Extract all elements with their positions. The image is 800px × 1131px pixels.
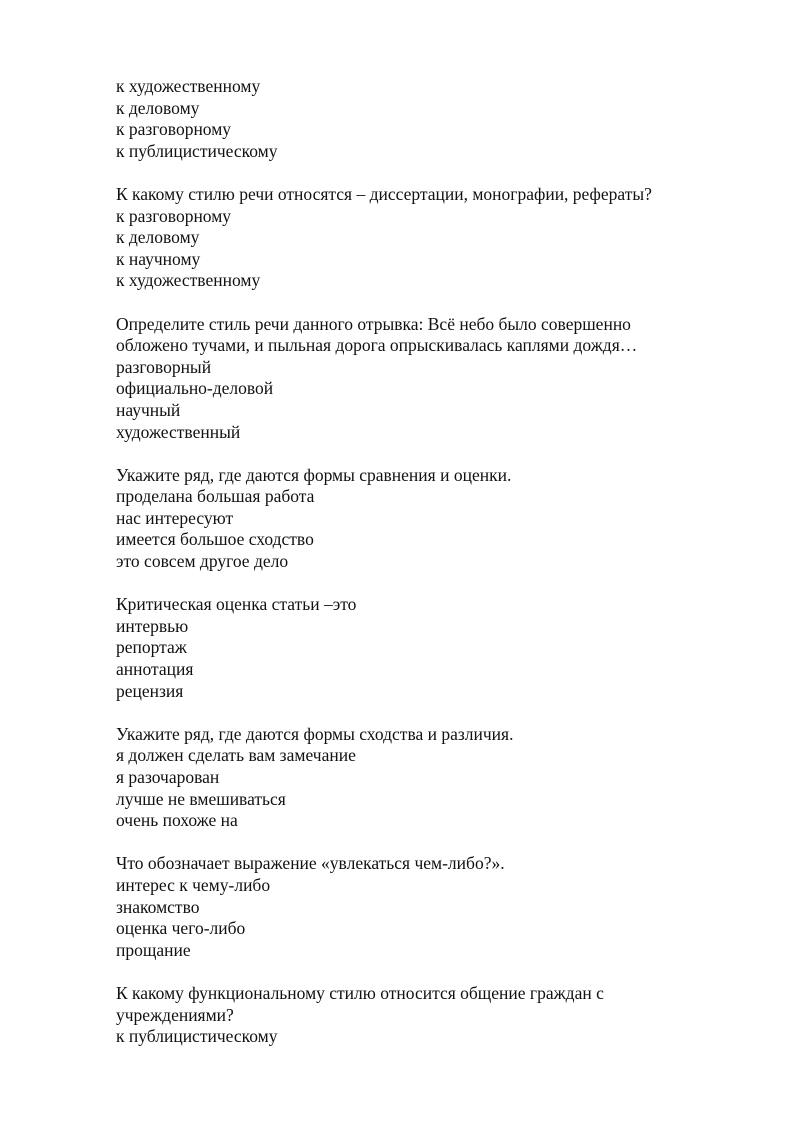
answer-option: к разговорному: [116, 205, 232, 226]
question-text-continuation: обложено тучами, и пыльная дорога опрыскивалась каплями дождя…: [116, 335, 638, 356]
answer-option: я разочарован: [116, 767, 220, 787]
answer-option: к художественному: [116, 270, 261, 291]
question-block: [116, 853, 716, 961]
question-text: Определите стиль речи данного отрывка: Всё небо было совершенно: [116, 313, 631, 334]
question-block: [116, 465, 716, 573]
question-block: [116, 594, 716, 702]
answer-option: я должен сделать вам замечание: [116, 745, 356, 766]
answer-option: имеется большое сходство: [116, 529, 314, 550]
answer-option: художественный: [116, 421, 241, 442]
answer-option: интервью: [116, 615, 189, 636]
answer-option: репортаж: [116, 637, 187, 658]
answer-option: знакомство: [116, 896, 200, 917]
answer-option: нас интересуют: [116, 507, 234, 528]
answer-option: к научному: [116, 248, 201, 269]
question-block: [116, 184, 716, 292]
answer-option: это совсем другое дело: [116, 551, 289, 572]
question-text-continuation: учреждениями?: [116, 1004, 234, 1025]
answer-option: разговорный: [116, 356, 212, 377]
answer-option: к художественному: [116, 76, 261, 96]
question-text: К какому функциональному стилю относится общение граждан с: [116, 982, 604, 1003]
question-text: Критическая оценка статьи –это: [116, 594, 357, 615]
document-page: [116, 76, 716, 1069]
question-block: [116, 724, 716, 832]
answer-option: к деловому: [116, 227, 200, 248]
answer-option: аннотация: [116, 659, 194, 680]
question-text: Укажите ряд, где даются формы сходства и различия.: [116, 723, 514, 744]
answer-option: научный: [116, 399, 181, 420]
answer-option: к деловому: [116, 97, 200, 118]
answer-option: очень похоже на: [116, 810, 238, 831]
question-block: [116, 76, 716, 162]
answer-option: к разговорному: [116, 119, 232, 140]
answer-option: прощание: [116, 939, 191, 960]
question-text: Что обозначает выражение «увлекаться чем-либо?».: [116, 853, 505, 874]
answer-option: официально-деловой: [116, 378, 274, 399]
question-block: [116, 314, 716, 444]
answer-option: к публицистическому: [116, 140, 278, 161]
question-block: [116, 983, 716, 1048]
answer-option: к публицистическому: [116, 1026, 278, 1047]
answer-option: интерес к чему-либо: [116, 874, 271, 895]
answer-option: лучше не вмешиваться: [116, 788, 286, 809]
question-text: Укажите ряд, где даются формы сравнения и оценки.: [116, 464, 512, 485]
answer-option: проделана большая работа: [116, 486, 315, 507]
answer-option: рецензия: [116, 680, 184, 701]
question-text: К какому стилю речи относятся – диссертации, монографии, рефераты?: [116, 183, 652, 204]
answer-option: оценка чего-либо: [116, 918, 246, 939]
